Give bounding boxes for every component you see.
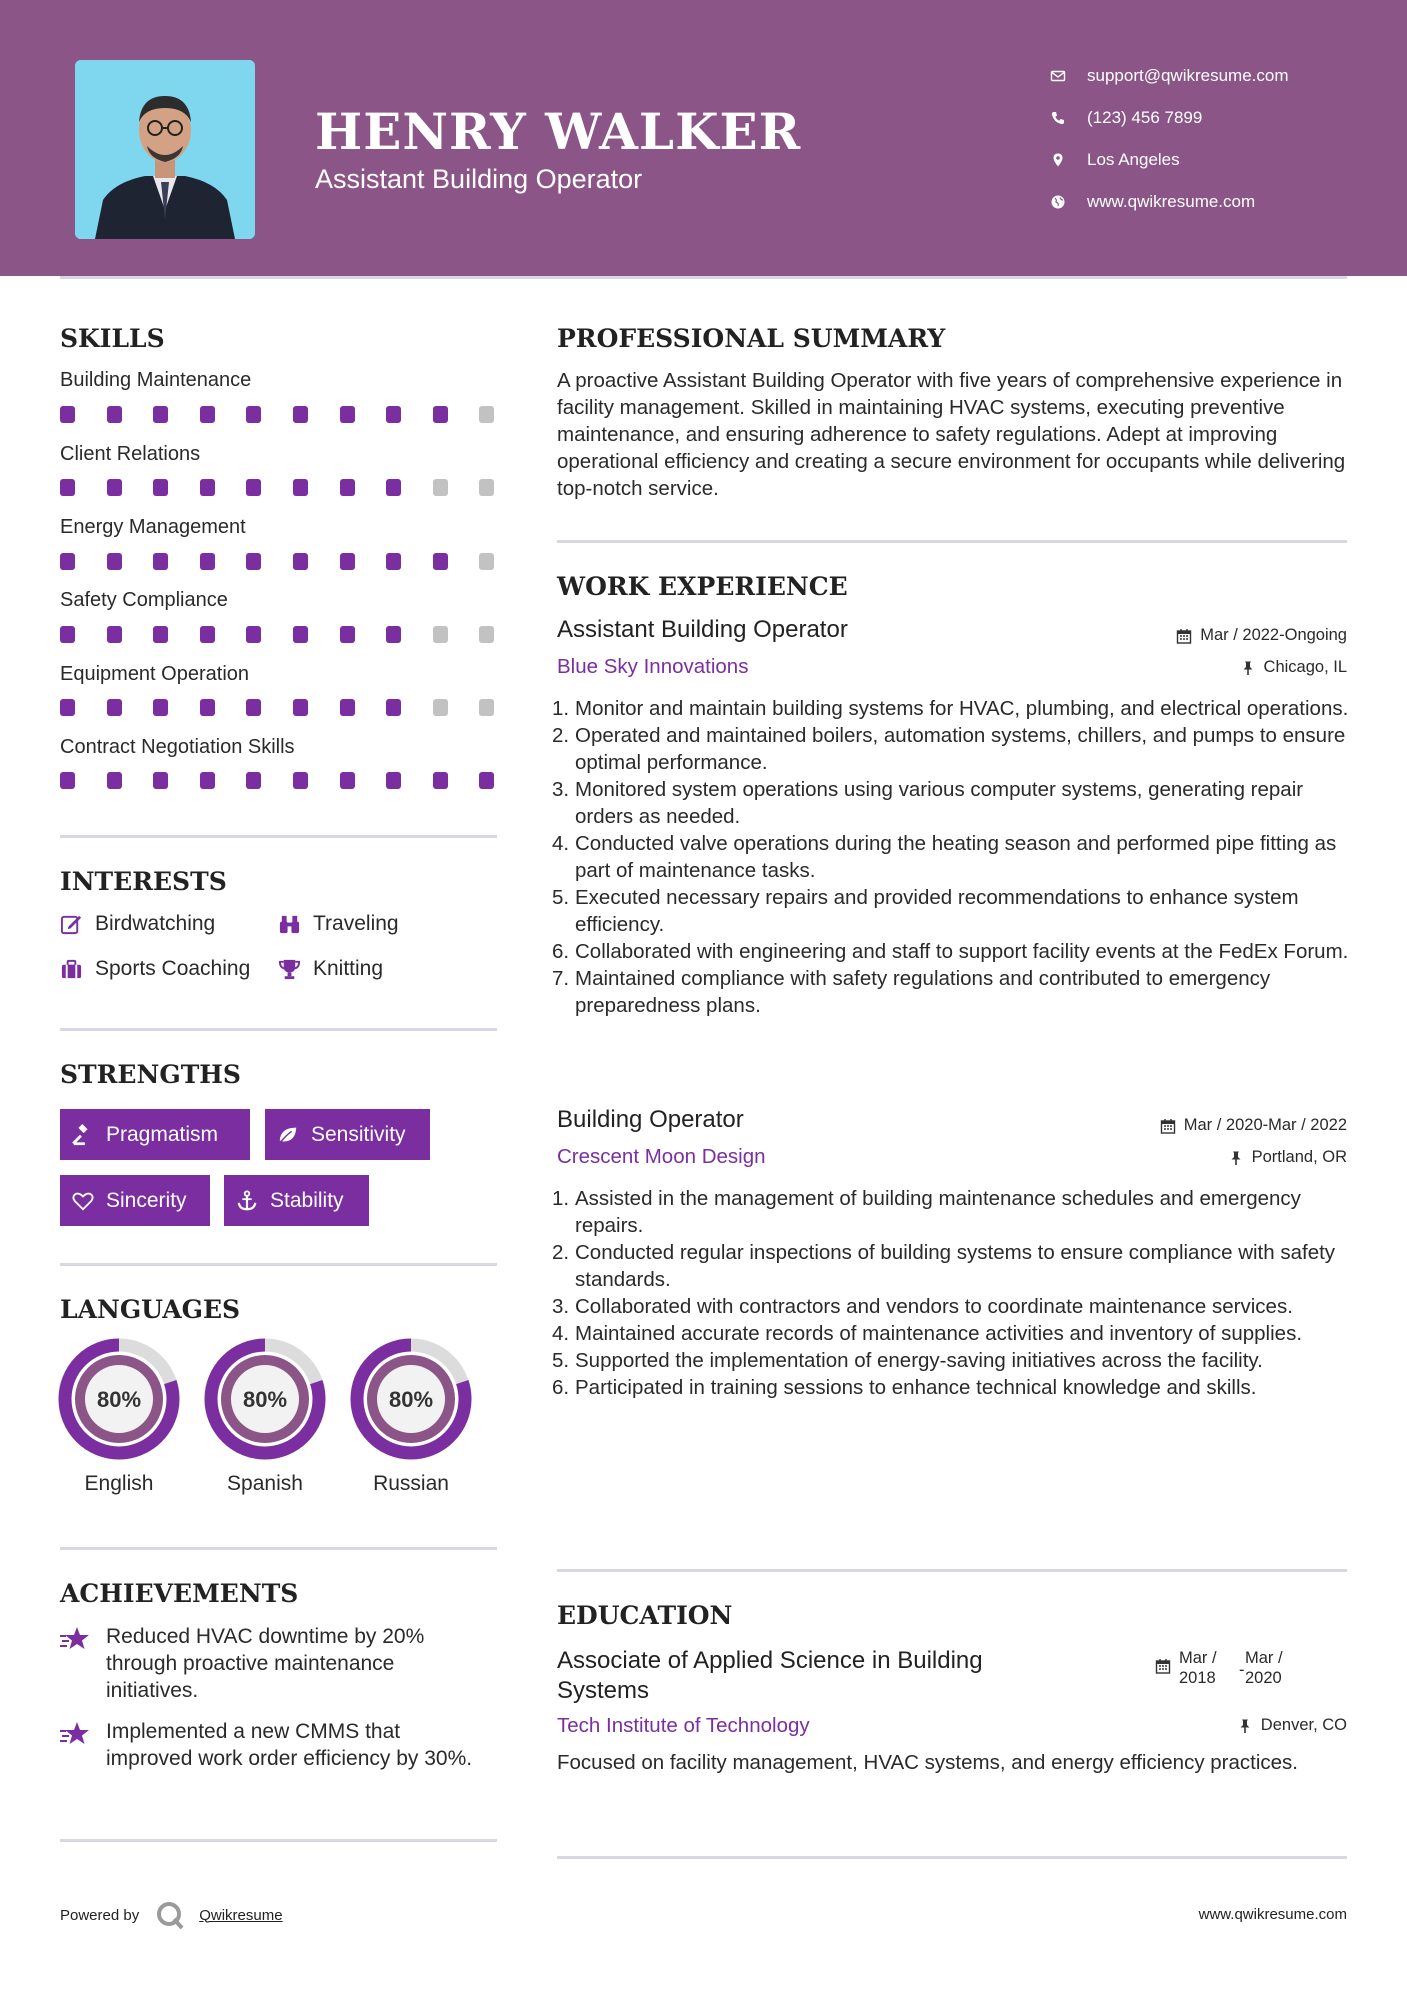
bullet-number: 4. bbox=[552, 832, 570, 855]
section-divider bbox=[60, 1547, 497, 1550]
education-heading: EDUCATION bbox=[557, 1601, 733, 1630]
rating-dot-filled bbox=[246, 626, 261, 643]
contact-phone[interactable] bbox=[1050, 97, 1289, 139]
degree-title bbox=[557, 1646, 983, 1706]
rating-dot-filled bbox=[153, 406, 168, 423]
rating-dot-filled bbox=[200, 479, 215, 496]
footer-website[interactable]: www.qwikresume.com bbox=[1198, 1906, 1347, 1923]
contact-phone-text: (123) 456 7899 bbox=[1087, 108, 1203, 127]
job-bullet bbox=[552, 1320, 1352, 1347]
rating-dot-filled bbox=[433, 406, 448, 423]
job-bullet bbox=[552, 1347, 1352, 1374]
job-bullet bbox=[552, 1239, 1352, 1293]
language-gauge bbox=[58, 1338, 180, 1460]
rating-dot-filled bbox=[386, 406, 401, 423]
skill-name: Contract Negotiation Skills bbox=[60, 736, 295, 758]
skill-rating bbox=[60, 479, 526, 496]
rating-dot-filled bbox=[386, 553, 401, 570]
contact-email-text: support@qwikresume.com bbox=[1087, 66, 1289, 85]
bullet-number: 4. bbox=[552, 1322, 570, 1345]
languages-heading: LANGUAGES bbox=[60, 1295, 241, 1324]
qwikresume-link[interactable]: Qwikresume bbox=[199, 1906, 283, 1924]
education-dates: Mar / 2018 - Mar / 2020 bbox=[1155, 1648, 1305, 1688]
degree-line-2: Systems bbox=[557, 1677, 650, 1704]
contact-location bbox=[1050, 139, 1289, 181]
powered-by-text: Powered by bbox=[60, 1906, 140, 1924]
job-dates bbox=[1176, 626, 1347, 645]
bullet-number: 7. bbox=[552, 967, 570, 990]
rating-dot-filled bbox=[293, 406, 308, 423]
interest-label: Traveling bbox=[313, 912, 399, 935]
bullet-text: Maintained accurate records of maintenance activities and inventory of supplies. bbox=[575, 1322, 1303, 1345]
rating-dot-filled bbox=[60, 699, 75, 716]
contact-email[interactable] bbox=[1050, 55, 1289, 97]
interest-item bbox=[278, 912, 399, 936]
job-bullets bbox=[552, 695, 1352, 1019]
bullet-text: Operated and maintained boilers, automation systems, chillers, and pumps to ensure optimal performance. bbox=[575, 724, 1346, 774]
job-location-text: Chicago, IL bbox=[1263, 658, 1347, 676]
calendar-icon bbox=[1160, 1118, 1176, 1134]
interests-heading: INTERESTS bbox=[60, 867, 227, 896]
job-bullet bbox=[552, 965, 1352, 1019]
binoculars-icon bbox=[278, 913, 301, 936]
rating-dot-filled bbox=[200, 626, 215, 643]
interest-label: Birdwatching bbox=[95, 912, 216, 935]
skills-heading: SKILLS bbox=[60, 324, 165, 353]
skill-name: Client Relations bbox=[60, 443, 201, 465]
company-name: Crescent Moon Design bbox=[557, 1145, 766, 1168]
summary-heading: PROFESSIONAL SUMMARY bbox=[557, 324, 946, 353]
job-dates bbox=[1160, 1116, 1347, 1135]
rating-dot-filled bbox=[340, 626, 355, 643]
bullet-number: 1. bbox=[552, 1187, 570, 1210]
rating-dot-filled bbox=[386, 772, 401, 789]
achievement-item bbox=[60, 1718, 490, 1772]
section-divider bbox=[60, 1028, 497, 1031]
experience-heading: WORK EXPERIENCE bbox=[557, 572, 848, 601]
map-pin-icon bbox=[1050, 152, 1087, 168]
language-item bbox=[58, 1338, 180, 1496]
job-bullet bbox=[552, 1374, 1352, 1401]
education-location bbox=[1237, 1716, 1347, 1735]
star-badge-icon bbox=[60, 1625, 90, 1653]
section-divider bbox=[60, 835, 497, 838]
envelope-icon bbox=[1050, 68, 1087, 84]
skill-rating bbox=[60, 553, 526, 570]
bullet-number: 3. bbox=[552, 778, 570, 801]
rating-dot-filled bbox=[433, 553, 448, 570]
rating-dot-filled bbox=[60, 479, 75, 496]
rating-dot-filled bbox=[153, 626, 168, 643]
candidate-name: HENRY WALKER bbox=[315, 102, 802, 161]
job-title: Building Operator bbox=[557, 1106, 744, 1133]
pushpin-icon bbox=[1240, 660, 1256, 676]
rating-dot-empty bbox=[479, 479, 494, 496]
rating-dot-empty bbox=[433, 479, 448, 496]
skill-rating bbox=[60, 406, 526, 423]
resume-header bbox=[0, 0, 1407, 276]
skill-rating bbox=[60, 626, 526, 643]
bullet-number: 2. bbox=[552, 1241, 570, 1264]
bullet-text: Monitored system operations using various computer systems, generating repair orders as needed. bbox=[575, 778, 1304, 828]
section-divider bbox=[60, 1263, 497, 1266]
rating-dot-filled bbox=[293, 626, 308, 643]
achievement-item bbox=[60, 1623, 490, 1704]
job-bullet bbox=[552, 722, 1352, 776]
strength-label: Sensitivity bbox=[311, 1122, 406, 1146]
rating-dot-filled bbox=[479, 772, 494, 789]
bullet-text: Collaborated with contractors and vendors to coordinate maintenance services. bbox=[575, 1295, 1293, 1318]
bullet-text: Maintained compliance with safety regulations and contributed to emergency preparedness plans. bbox=[575, 967, 1271, 1017]
pushpin-icon bbox=[1237, 1718, 1253, 1734]
globe-icon bbox=[1050, 194, 1087, 210]
bullet-text: Monitor and maintain building systems for HVAC, plumbing, and electrical operations. bbox=[575, 697, 1349, 720]
profile-photo bbox=[75, 60, 255, 239]
interest-label: Knitting bbox=[313, 957, 384, 980]
rating-dot-filled bbox=[200, 553, 215, 570]
rating-dot-filled bbox=[246, 479, 261, 496]
gauge-percent-label: 80% bbox=[388, 1387, 434, 1412]
trophy-icon bbox=[278, 958, 301, 981]
job-bullet bbox=[552, 938, 1352, 965]
strengths-heading: STRENGTHS bbox=[60, 1060, 241, 1089]
interest-item bbox=[60, 912, 215, 936]
contact-website-text: www.qwikresume.com bbox=[1087, 192, 1256, 211]
skill-name: Equipment Operation bbox=[60, 663, 250, 685]
bullet-text: Executed necessary repairs and provided recommendations to enhance system efficiency. bbox=[575, 886, 1299, 936]
star-badge-icon bbox=[60, 1720, 90, 1748]
bullet-text: Supported the implementation of energy-saving initiatives across the facility. bbox=[575, 1349, 1263, 1372]
job-bullet bbox=[552, 884, 1352, 938]
summary-text: A proactive Assistant Building Operator with five years of comprehensive experience in facility management. Skilled in maintaining HVAC systems, executing preventive maintenance, and ensuring adherence to safety regulations. Adept at improving operational efficiency and creating a secure environment for occupants while delivering top-notch service. bbox=[557, 369, 1346, 500]
job-dates-text: Mar / 2022-Ongoing bbox=[1200, 626, 1347, 644]
leaf-icon bbox=[277, 1124, 299, 1146]
edu-end-month: Mar / bbox=[1245, 1649, 1283, 1667]
contact-list bbox=[1050, 55, 1289, 223]
company-name: Blue Sky Innovations bbox=[557, 655, 749, 678]
achievement-text: Implemented a new CMMS that improved work order efficiency by 30%. bbox=[106, 1720, 473, 1770]
language-gauge bbox=[204, 1338, 326, 1460]
contact-location-text: Los Angeles bbox=[1087, 150, 1180, 169]
rating-dot-filled bbox=[153, 772, 168, 789]
language-item bbox=[204, 1338, 326, 1496]
calendar-icon bbox=[1176, 628, 1192, 644]
school-name: Tech Institute of Technology bbox=[557, 1714, 810, 1737]
section-divider bbox=[557, 1856, 1347, 1859]
strength-tag bbox=[224, 1175, 369, 1226]
strength-label: Pragmatism bbox=[106, 1122, 219, 1146]
section-divider bbox=[60, 1839, 497, 1842]
strength-tag bbox=[265, 1109, 430, 1160]
rating-dot-filled bbox=[246, 699, 261, 716]
rating-dot-filled bbox=[246, 553, 261, 570]
rating-dot-filled bbox=[107, 553, 122, 570]
phone-icon bbox=[1050, 110, 1087, 126]
bullet-text: Participated in training sessions to enhance technical knowledge and skills. bbox=[575, 1376, 1257, 1399]
gavel-icon bbox=[72, 1124, 94, 1146]
rating-dot-empty bbox=[433, 699, 448, 716]
job-bullet bbox=[552, 776, 1352, 830]
rating-dot-filled bbox=[386, 479, 401, 496]
rating-dot-filled bbox=[60, 772, 75, 789]
bullet-number: 6. bbox=[552, 940, 570, 963]
rating-dot-empty bbox=[479, 406, 494, 423]
bullet-number: 6. bbox=[552, 1376, 570, 1399]
rating-dot-filled bbox=[107, 626, 122, 643]
edu-end-year: 2020 bbox=[1245, 1669, 1282, 1687]
bullet-text: Conducted regular inspections of building systems to ensure compliance with safety standards. bbox=[575, 1241, 1336, 1291]
rating-dot-filled bbox=[153, 699, 168, 716]
language-name: Russian bbox=[373, 1472, 449, 1495]
rating-dot-filled bbox=[200, 406, 215, 423]
strength-tag bbox=[60, 1109, 250, 1160]
briefcase-icon bbox=[60, 958, 83, 981]
skill-rating bbox=[60, 699, 526, 716]
language-gauge bbox=[350, 1338, 472, 1460]
achievement-text: Reduced HVAC downtime by 20% through proactive maintenance initiatives. bbox=[106, 1625, 425, 1702]
job-bullet bbox=[552, 830, 1352, 884]
pushpin-icon bbox=[1228, 1150, 1244, 1166]
achievements-heading: ACHIEVEMENTS bbox=[60, 1579, 299, 1608]
rating-dot-filled bbox=[200, 772, 215, 789]
anchor-icon bbox=[236, 1190, 258, 1212]
skill-rating bbox=[60, 772, 526, 789]
rating-dot-filled bbox=[293, 699, 308, 716]
strength-label: Sincerity bbox=[106, 1188, 187, 1212]
rating-dot-filled bbox=[340, 699, 355, 716]
edit-icon bbox=[60, 913, 83, 936]
rating-dot-filled bbox=[153, 553, 168, 570]
candidate-title: Assistant Building Operator bbox=[315, 164, 643, 194]
strength-label: Stability bbox=[270, 1188, 344, 1212]
rating-dot-filled bbox=[60, 626, 75, 643]
edu-start-month: Mar / bbox=[1179, 1649, 1217, 1667]
rating-dot-filled bbox=[293, 479, 308, 496]
rating-dot-filled bbox=[340, 553, 355, 570]
header-divider bbox=[60, 276, 1347, 279]
rating-dot-filled bbox=[200, 699, 215, 716]
bullet-number: 5. bbox=[552, 886, 570, 909]
job-bullet bbox=[552, 1185, 1352, 1239]
bullet-number: 1. bbox=[552, 697, 570, 720]
footer-brand bbox=[60, 1900, 283, 1930]
rating-dot-filled bbox=[340, 406, 355, 423]
interest-item bbox=[60, 957, 250, 981]
rating-dot-filled bbox=[60, 553, 75, 570]
education-description: Focused on facility management, HVAC systems, and energy efficiency practices. bbox=[557, 1751, 1298, 1774]
section-divider bbox=[557, 1569, 1347, 1572]
job-location bbox=[1240, 658, 1347, 677]
contact-website[interactable] bbox=[1050, 181, 1289, 223]
rating-dot-filled bbox=[293, 553, 308, 570]
rating-dot-filled bbox=[107, 772, 122, 789]
job-bullet bbox=[552, 1293, 1352, 1320]
language-name: Spanish bbox=[227, 1472, 303, 1495]
job-title: Assistant Building Operator bbox=[557, 616, 848, 643]
bullet-text: Assisted in the management of building maintenance schedules and emergency repairs. bbox=[575, 1187, 1301, 1237]
skill-name: Building Maintenance bbox=[60, 369, 252, 391]
bullet-number: 3. bbox=[552, 1295, 570, 1318]
job-bullets bbox=[552, 1185, 1352, 1401]
rating-dot-filled bbox=[293, 772, 308, 789]
interest-label: Sports Coaching bbox=[95, 957, 251, 980]
section-divider bbox=[557, 540, 1347, 543]
job-location bbox=[1228, 1148, 1347, 1167]
rating-dot-filled bbox=[107, 699, 122, 716]
rating-dot-filled bbox=[340, 772, 355, 789]
strength-tag bbox=[60, 1175, 210, 1226]
bullet-text: Conducted valve operations during the heating season and performed pipe fitting as part of maintenance tasks. bbox=[575, 832, 1337, 882]
language-item bbox=[350, 1338, 472, 1496]
rating-dot-empty bbox=[479, 553, 494, 570]
rating-dot-filled bbox=[107, 479, 122, 496]
calendar-icon bbox=[1155, 1658, 1171, 1674]
gauge-percent-label: 80% bbox=[242, 1387, 288, 1412]
job-bullet bbox=[552, 695, 1352, 722]
job-location-text: Portland, OR bbox=[1251, 1148, 1347, 1166]
rating-dot-filled bbox=[433, 772, 448, 789]
rating-dot-empty bbox=[479, 699, 494, 716]
degree-line-1: Associate of Applied Science in Building bbox=[557, 1647, 983, 1674]
rating-dot-filled bbox=[153, 479, 168, 496]
rating-dot-filled bbox=[386, 699, 401, 716]
edu-start-year: 2018 bbox=[1179, 1669, 1216, 1687]
bullet-text: Collaborated with engineering and staff to support facility events at the FedEx Forum. bbox=[575, 940, 1349, 963]
job-dates-text: Mar / 2020-Mar / 2022 bbox=[1183, 1116, 1347, 1134]
rating-dot-filled bbox=[246, 406, 261, 423]
rating-dot-empty bbox=[433, 626, 448, 643]
education-location-text: Denver, CO bbox=[1260, 1716, 1347, 1734]
qwikresume-logo-icon bbox=[155, 1900, 185, 1930]
language-name: English bbox=[84, 1472, 154, 1495]
rating-dot-filled bbox=[60, 406, 75, 423]
gauge-percent-label: 80% bbox=[96, 1387, 142, 1412]
bullet-number: 2. bbox=[552, 724, 570, 747]
bullet-number: 5. bbox=[552, 1349, 570, 1372]
heart-icon bbox=[72, 1190, 94, 1212]
rating-dot-filled bbox=[340, 479, 355, 496]
rating-dot-empty bbox=[479, 626, 494, 643]
skill-name: Energy Management bbox=[60, 516, 246, 538]
rating-dot-filled bbox=[246, 772, 261, 789]
interest-item bbox=[278, 957, 383, 981]
rating-dot-filled bbox=[386, 626, 401, 643]
rating-dot-filled bbox=[107, 406, 122, 423]
skill-name: Safety Compliance bbox=[60, 589, 228, 611]
